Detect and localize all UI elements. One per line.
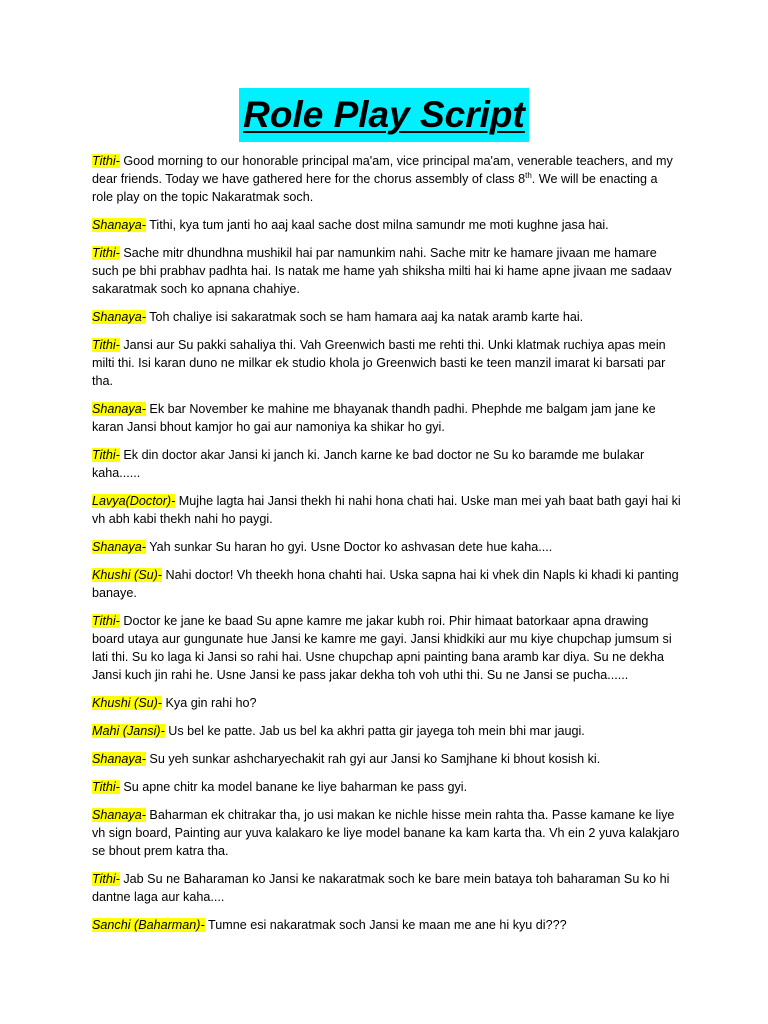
script-line xyxy=(92,566,682,602)
dialogue-text: Kya gin rahi ho? xyxy=(162,696,257,710)
dialogue-text: Sache mitr dhundhna mushikil hai par namunkim nahi. Sache mitr ke hamare jivaan me hamare such pe bhi prabhav padhta hai. Is natak me hame yah shiksha milti hai ki hame apne jivaan me sadaav sakaratmak soch ko apnana chahiye. xyxy=(92,246,672,296)
script-line xyxy=(92,538,682,556)
speaker-label: Tithi- xyxy=(92,338,120,352)
dialogue-text: Su yeh sunkar ashcharyechakit rah gyi aur Jansi ko Samjhane ki bhout kosish ki. xyxy=(145,752,601,766)
speaker-label: Shanaya- xyxy=(92,218,146,232)
dialogue-text: Nahi doctor! Vh theekh hona chahti hai. Uska sapna hai ki vhek din Napls ki khadi ki panting banaye. xyxy=(92,568,679,600)
script-line xyxy=(92,446,682,482)
script-line xyxy=(92,750,682,768)
speaker-label: Tithi- xyxy=(92,246,120,260)
speaker-label: Shanaya- xyxy=(92,808,146,822)
speaker-label: Shanaya- xyxy=(92,310,146,324)
script-line xyxy=(92,870,682,906)
speaker-label: Tithi- xyxy=(92,872,120,886)
script-line xyxy=(92,612,682,684)
script-line xyxy=(92,308,682,326)
page-title: Role Play Script xyxy=(239,88,529,142)
dialogue-text: Mujhe lagta hai Jansi thekh hi nahi hona chati hai. Uske man mei yah baat bath gayi hai ki vh abh kabi thekh nahi ho paygi. xyxy=(92,494,681,526)
dialogue-text: Su apne chitr ka model banane ke liye baharman ke pass gyi. xyxy=(119,780,468,794)
speaker-label: Shanaya- xyxy=(92,402,146,416)
dialogue-text: Us bel ke patte. Jab us bel ka akhri patta gir jayega toh mein bhi mar jaugi. xyxy=(164,724,585,738)
dialogue-text: Baharman ek chitrakar tha, jo usi makan ke nichle hisse mein rahta tha. Passe kamane ke liye vh sign board, Painting aur yuva kalakaro ke liye model banane ka kam karta tha. Vh ein 2 yuva kalakjaro se bhout prem katra tha. xyxy=(92,808,680,858)
script-line xyxy=(92,694,682,712)
speaker-label: Mahi (Jansi)- xyxy=(92,724,165,738)
dialogue-text: Yah sunkar Su haran ho gyi. Usne Doctor ko ashvasan dete hue kaha.... xyxy=(145,540,553,554)
script-line xyxy=(92,492,682,528)
dialogue-text-continued: . We will be enacting a role play on the topic Nakaratmak soch. xyxy=(92,172,658,204)
speaker-label: Shanaya- xyxy=(92,752,146,766)
speaker-label: Shanaya- xyxy=(92,540,146,554)
script-line xyxy=(92,722,682,740)
speaker-label: Sanchi (Baharman)- xyxy=(92,918,205,932)
speaker-label: Tithi- xyxy=(92,154,120,168)
dialogue-text: Ek din doctor akar Jansi ki janch ki. Janch karne ke bad doctor ne Su ko baramde me bulakar kaha...... xyxy=(92,448,645,480)
speaker-label: Tithi- xyxy=(92,614,120,628)
dialogue-text: Doctor ke jane ke baad Su apne kamre me jakar kubh roi. Phir himaat batorkaar apna drawing board utaya aur gungunate hue Jansi ke kamre me gayi. Jansi khidkiki aur mu kiye chupchap jumsum si lati thi. Su ko laga ki Jansi so rahi hai. Usne chupchap apni painting bana aramb kar diya. Su ne dekha Jansi kuch jin rahi he. Usne Jansi ke pass jakar dekha toh voh uthi thi. Su ne Jansi se pucha...... xyxy=(92,614,672,682)
speaker-label: Khushi (Su)- xyxy=(92,568,162,582)
speaker-label: Tithi- xyxy=(92,448,120,462)
dialogue-text: Jansi aur Su pakki sahaliya thi. Vah Greenwich basti me rehti thi. Unki klatmak ruchiya apas mein milti thi. Isi karan duno ne milkar ek studio khola jo Greenwich basti ke teen manzil imarat ki barsati par tha. xyxy=(92,338,666,388)
speaker-label: Lavya(Doctor)- xyxy=(92,494,176,508)
script-line xyxy=(92,916,682,934)
dialogue-text: Tumne esi nakaratmak soch Jansi ke maan me ane hi kyu di??? xyxy=(204,918,567,932)
script-line xyxy=(92,806,682,860)
script-line xyxy=(92,216,682,234)
script-line xyxy=(92,778,682,796)
ordinal-suffix: th xyxy=(525,170,532,180)
dialogue-text: Ek bar November ke mahine me bhayanak thandh padhi. Phephde me balgam jam jane ke karan Jansi bhout kamjor ho gai aur namoniya ka shikar ho gyi. xyxy=(92,402,656,434)
script-line xyxy=(92,152,682,206)
dialogue-text: Good morning to our honorable principal ma'am, vice principal ma'am, venerable teachers, and my dear friends. Today we have gathered here for the chorus assembly of class 8 xyxy=(92,154,673,186)
script-body xyxy=(92,152,682,944)
speaker-label: Khushi (Su)- xyxy=(92,696,162,710)
script-line xyxy=(92,244,682,298)
dialogue-text: Tithi, kya tum janti ho aaj kaal sache dost milna samundr me moti kughne jasa hai. xyxy=(145,218,609,232)
speaker-label: Tithi- xyxy=(92,780,120,794)
dialogue-text: Jab Su ne Baharaman ko Jansi ke nakaratmak soch ke bare mein bataya toh baharaman Su ko hi dantne laga aur kaha.... xyxy=(92,872,670,904)
dialogue-text: Toh chaliye isi sakaratmak soch se ham hamara aaj ka natak aramb karte hai. xyxy=(145,310,584,324)
script-line xyxy=(92,336,682,390)
title-area xyxy=(0,88,768,142)
script-line xyxy=(92,400,682,436)
